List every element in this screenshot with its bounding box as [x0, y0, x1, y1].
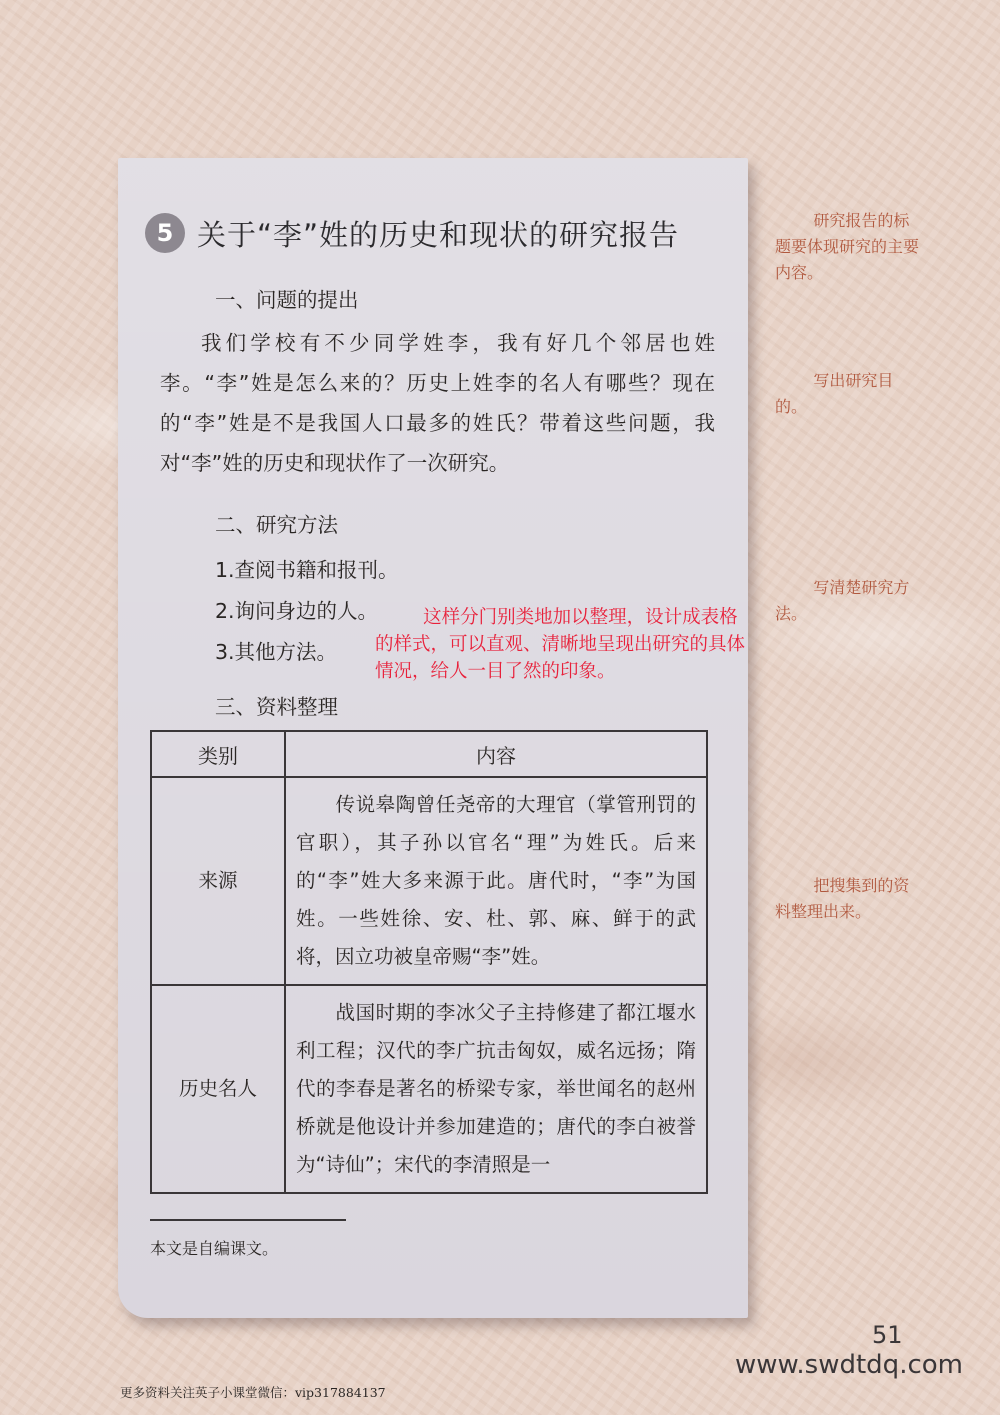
side-note-title: 研究报告的标题要体现研究的主要内容。 — [775, 211, 920, 282]
section1-heading: 一、问题的提出 — [215, 288, 359, 312]
footnote: 本文是自编课文。 — [150, 1239, 279, 1258]
promo-text: 更多资料关注英子小课堂微信：vip317884137 — [120, 1385, 386, 1400]
lesson-number-badge: 5 — [145, 213, 185, 253]
data-table — [150, 730, 708, 1194]
side-note-purpose: 写出研究目的。 — [775, 371, 894, 416]
side-note-method: 写清楚研究方法。 — [775, 578, 910, 623]
method-item: 2.询问身边的人。 — [215, 599, 379, 623]
row-category: 历史名人 — [151, 985, 285, 1193]
row-content: 传说皋陶曾任尧帝的大理官（掌管刑罚的官职），其子孙以官名“理”为姓氏。后来的“李”姓大多来源于此。唐代时，“李”为国姓。一些姓徐、安、杜、郭、麻、鲜于的武将，因立功被皇帝赐“李”姓。 — [296, 793, 696, 968]
section3-heading: 三、资料整理 — [215, 695, 338, 719]
side-note-data: 把搜集到的资料整理出来。 — [775, 876, 910, 921]
site-watermark: www.swdtdq.com — [735, 1350, 963, 1380]
lesson-title — [145, 210, 745, 256]
header-content: 内容 — [285, 731, 707, 777]
row-content-cell — [285, 777, 707, 985]
table-row — [151, 777, 707, 985]
footnote-rule — [150, 1219, 346, 1221]
row-content-cell — [285, 985, 707, 1193]
section1-paragraph-block — [160, 323, 715, 483]
section1-paragraph: 我们学校有不少同学姓李，我有好几个邻居也姓李。“李”姓是怎么来的？历史上姓李的名人有哪些？现在的“李”姓是不是我国人口最多的姓氏？带着这些问题，我对“李”姓的历史和现状作了一次研究。 — [160, 331, 715, 475]
section2-heading: 二、研究方法 — [215, 513, 338, 537]
red-annotation: 这样分门别类地加以整理，设计成表格的样式，可以直观、清晰地呈现出研究的具体情况，给人一目了然的印象。 — [375, 607, 746, 682]
page-number: 51 — [872, 1321, 903, 1349]
row-category: 来源 — [151, 777, 285, 985]
row-content: 战国时期的李冰父子主持修建了都江堰水利工程；汉代的李广抗击匈奴，威名远扬；隋代的李春是著名的桥梁专家，举世闻名的赵州桥就是他设计并参加建造的；唐代的李白被誉为“诗仙”；宋代的李清照是一 — [296, 1001, 696, 1176]
method-item: 3.其他方法。 — [215, 640, 338, 664]
table-header-row — [151, 731, 707, 777]
header-category: 类别 — [151, 731, 285, 777]
table-row — [151, 985, 707, 1193]
method-item: 1.查阅书籍和报刊。 — [215, 558, 399, 582]
lesson-title-text: 关于“李”姓的历史和现状的研究报告 — [197, 217, 680, 252]
